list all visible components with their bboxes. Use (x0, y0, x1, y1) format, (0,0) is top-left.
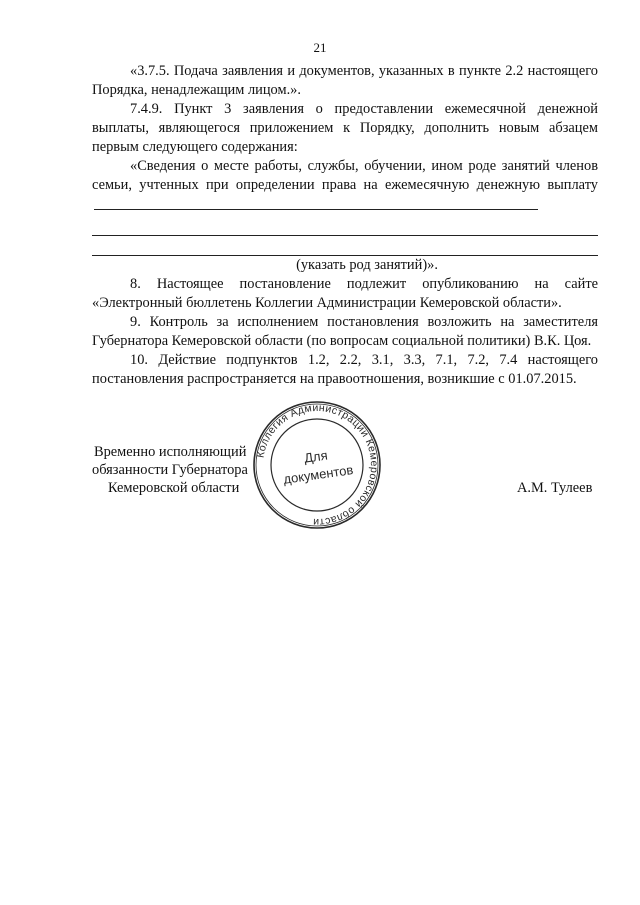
stamp-outer-text: Коллегия Администрации Кемеровской области (254, 401, 381, 529)
stamp-inner-line-2: документов (282, 462, 355, 487)
fill-line-1 (94, 195, 538, 210)
occupation-caption: (указать род занятий)». (296, 257, 438, 273)
signatory-title-line-2: обязанности Губернатора (92, 462, 248, 478)
paragraph-9: 9. Контроль за исполнением постановления возложить на заместителя Губернатора Кемеровской области (по вопросам социальной политики) В.К. Цоя. (92, 314, 598, 349)
paragraph-10: 10. Действие подпунктов 1.2, 2.2, 3.1, 3.3, 7.1, 7.2, 7.4 настоящего постановления распространяется на правоотношения, возникшие с 01.07.2015. (92, 352, 598, 387)
paragraph-8: 8. Настоящее постановление подлежит опубликованию на сайте «Электронный бюллетень Коллегии Администрации Кемеровской области». (92, 276, 598, 311)
signatory-title-line-1: Временно исполняющий (94, 444, 247, 460)
stamp-inner-line-1: Для (303, 447, 329, 466)
fill-line-2 (92, 216, 598, 236)
paragraph-7-4-9: 7.4.9. Пункт 3 заявления о предоставлении ежемесячной денежной выплаты, являющегося приложением к Порядку, дополнить новым абзацем первым следующего содержания: (92, 101, 598, 155)
svg-text:Коллегия Администрации Кемеров (254, 402, 380, 528)
official-stamp (251, 399, 383, 531)
signatory-title (92, 443, 248, 497)
fill-line-3 (92, 236, 598, 256)
paragraph-info-text: «Сведения о месте работы, службы, обучении, ином роде занятий членов семьи, учтенных при определении права на ежемесячную денежную выплату (92, 158, 598, 193)
page-number: 21 (313, 40, 327, 55)
paragraph-3-7-5: «3.7.5. Подача заявления и документов, указанных в пункте 2.2 настоящего Порядка, ненадлежащим лицом.». (92, 63, 598, 98)
document-body (92, 62, 598, 389)
paragraph-info-intro (92, 157, 598, 216)
signatory-name: А.М. Тулеев (517, 480, 593, 496)
signatory-title-line-3: Кемеровской области (108, 480, 240, 496)
